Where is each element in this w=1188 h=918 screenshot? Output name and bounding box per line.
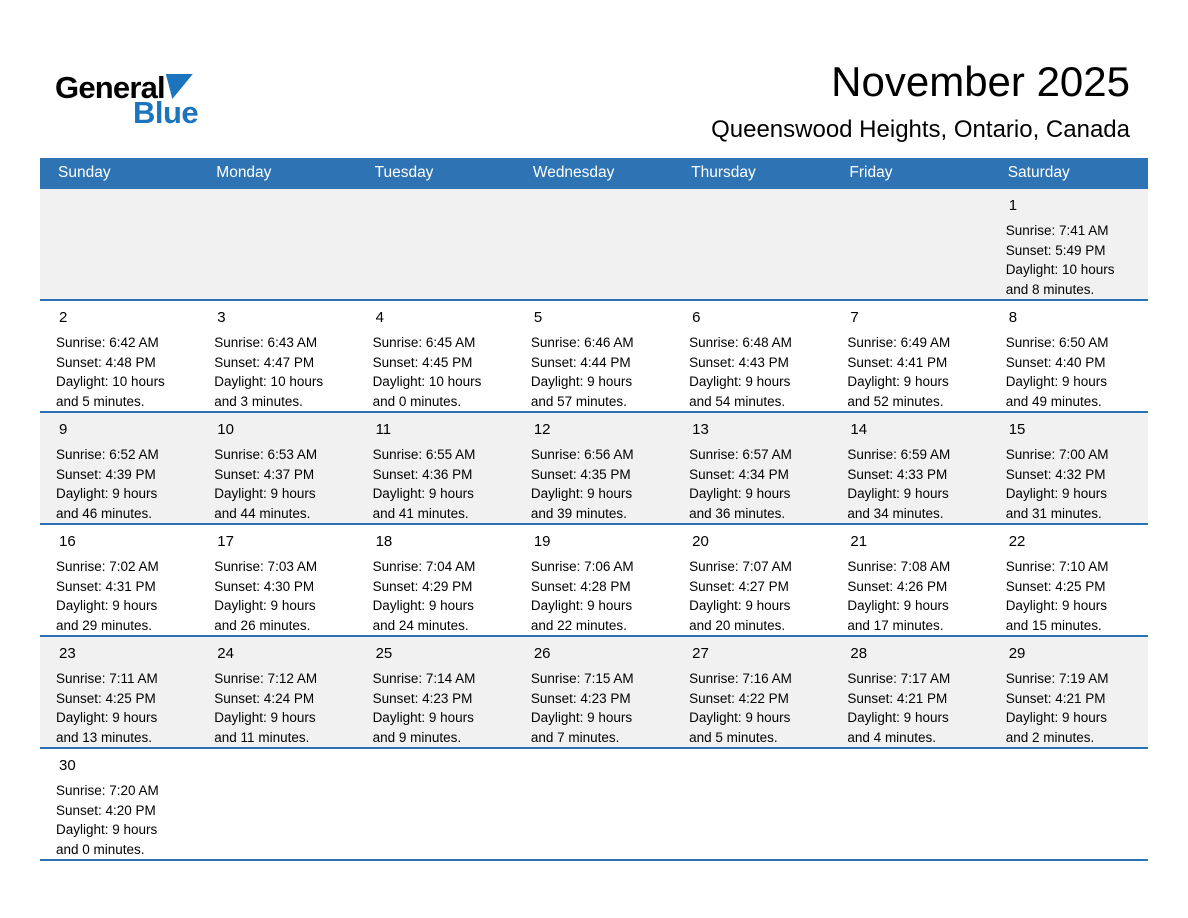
day-info-line: Sunrise: 7:06 AM: [530, 559, 634, 574]
day-number: 13: [692, 421, 709, 438]
empty-cell: [673, 748, 831, 860]
day-info-line: Sunset: 4:48 PM: [56, 354, 156, 370]
day-cell-15: [990, 412, 1148, 524]
day-info-line: Sunset: 4:40 PM: [1005, 354, 1106, 370]
day-info-line: Daylight: 9 hours: [847, 710, 949, 725]
day-info-line: Sunrise: 7:10 AM: [1005, 559, 1109, 574]
day-number: 29: [1008, 645, 1026, 662]
weekday-thursday: Thursday: [673, 158, 831, 189]
day-cell-17: [198, 524, 356, 636]
day-number: 21: [850, 533, 868, 550]
day-cell-27: [673, 636, 831, 748]
day-info-line: Sunset: 4:27 PM: [689, 578, 789, 594]
day-info-line: Daylight: 9 hours: [214, 598, 316, 613]
day-number: 7: [850, 309, 859, 326]
day-cell-26: [515, 636, 673, 748]
day-info-line: Daylight: 9 hours: [689, 374, 791, 389]
day-info-line: Daylight: 9 hours: [1005, 486, 1107, 501]
day-number: 24: [217, 645, 234, 662]
weekday-wednesday: Wednesday: [515, 158, 673, 189]
day-info-line: Sunset: 4:33 PM: [847, 466, 948, 482]
day-info-line: Sunset: 4:23 PM: [530, 690, 631, 706]
day-info-line: and 0 minutes.: [56, 841, 145, 857]
day-info-line: Sunrise: 7:41 AM: [1005, 223, 1109, 238]
day-info-line: and 4 minutes.: [847, 729, 936, 745]
weekday-saturday: Saturday: [990, 158, 1148, 189]
day-info-line: Sunrise: 7:17 AM: [847, 671, 951, 686]
day-cell-10: [198, 412, 356, 524]
day-cell-4: [357, 300, 515, 412]
day-number: 9: [59, 421, 68, 438]
day-info-line: Daylight: 9 hours: [56, 486, 158, 501]
day-number: 4: [375, 309, 384, 326]
day-info-line: Sunset: 4:36 PM: [372, 466, 473, 482]
day-info-line: Sunset: 4:47 PM: [214, 354, 315, 370]
day-info-line: Sunrise: 6:43 AM: [214, 335, 318, 350]
day-info-line: Daylight: 9 hours: [689, 486, 791, 501]
day-info-line: Sunset: 4:39 PM: [56, 466, 156, 482]
week-row-1: [40, 189, 1148, 300]
day-info-line: and 2 minutes.: [1005, 729, 1095, 745]
day-number: 10: [217, 421, 234, 438]
day-info-line: Sunrise: 7:04 AM: [372, 559, 476, 574]
day-info-line: Daylight: 9 hours: [847, 486, 949, 501]
day-info-line: Sunset: 4:45 PM: [372, 354, 473, 370]
day-info-line: Sunrise: 7:12 AM: [214, 671, 318, 686]
day-cell-13: [673, 412, 831, 524]
day-info-line: Daylight: 9 hours: [530, 374, 633, 389]
empty-cell: [831, 189, 989, 300]
day-info-line: Sunrise: 7:07 AM: [689, 559, 792, 574]
day-info-line: Sunset: 4:44 PM: [530, 354, 631, 370]
day-info-line: Sunset: 4:23 PM: [372, 690, 473, 706]
day-info-line: and 57 minutes.: [530, 393, 627, 409]
day-cell-1: [990, 189, 1148, 300]
day-cell-21: [831, 524, 989, 636]
empty-cell: [357, 189, 515, 300]
empty-cell: [515, 189, 673, 300]
day-info-line: Sunset: 4:21 PM: [1005, 690, 1106, 706]
day-info-line: Sunset: 4:32 PM: [1005, 466, 1106, 482]
day-cell-22: [990, 524, 1148, 636]
day-info-line: Sunrise: 7:19 AM: [1005, 671, 1109, 686]
day-info-line: and 44 minutes.: [214, 505, 311, 521]
weekday-monday: Monday: [198, 158, 356, 189]
day-info-line: Sunrise: 6:49 AM: [847, 335, 951, 350]
day-number: 6: [692, 309, 701, 326]
day-info-line: Sunrise: 6:56 AM: [530, 447, 634, 462]
day-info-line: and 36 minutes.: [689, 505, 786, 521]
day-number: 14: [850, 421, 868, 438]
day-info-line: and 15 minutes.: [1005, 617, 1102, 633]
day-info-line: and 29 minutes.: [56, 617, 153, 633]
day-cell-24: [198, 636, 356, 748]
day-info-line: and 22 minutes.: [530, 617, 627, 633]
day-info-line: Daylight: 9 hours: [56, 822, 158, 837]
weekday-sunday: Sunday: [40, 158, 198, 189]
day-info-line: and 11 minutes.: [214, 729, 310, 745]
day-info-line: Sunset: 4:37 PM: [214, 466, 315, 482]
day-number: 1: [1008, 197, 1018, 214]
day-number: 3: [217, 309, 226, 326]
weekday-friday: Friday: [831, 158, 989, 189]
day-info-line: Daylight: 9 hours: [530, 598, 633, 613]
day-number: 27: [692, 645, 709, 662]
day-number: 20: [692, 533, 709, 550]
day-cell-9: [40, 412, 198, 524]
day-number: 8: [1008, 309, 1018, 326]
day-info-line: Daylight: 9 hours: [214, 486, 316, 501]
day-info-line: Sunrise: 7:00 AM: [1005, 447, 1109, 462]
day-number: 5: [533, 309, 543, 326]
day-info-line: Sunset: 4:31 PM: [56, 578, 156, 594]
empty-cell: [831, 748, 989, 860]
day-info-line: Sunrise: 6:57 AM: [689, 447, 792, 462]
day-info-line: and 9 minutes.: [372, 729, 462, 745]
day-info-line: Sunset: 4:43 PM: [689, 354, 789, 370]
logo-text-blue: Blue: [133, 95, 199, 130]
day-info-line: Sunset: 4:41 PM: [847, 354, 948, 370]
empty-cell: [673, 189, 831, 300]
day-info-line: and 41 minutes.: [372, 505, 469, 521]
day-cell-12: [515, 412, 673, 524]
day-cell-8: [990, 300, 1148, 412]
day-info-line: and 39 minutes.: [530, 505, 627, 521]
day-info-line: Sunrise: 6:45 AM: [372, 335, 476, 350]
day-info-line: and 49 minutes.: [1005, 393, 1102, 409]
weekday-tuesday: Tuesday: [357, 158, 515, 189]
day-info-line: and 52 minutes.: [847, 393, 944, 409]
day-info-line: Sunset: 5:49 PM: [1005, 242, 1106, 258]
day-info-line: Daylight: 10 hours: [1005, 262, 1115, 277]
day-number: 30: [59, 757, 76, 774]
day-info-line: Daylight: 9 hours: [1005, 598, 1107, 613]
calendar-container: [40, 158, 1148, 861]
day-info-line: Daylight: 9 hours: [847, 598, 949, 613]
day-number: 28: [850, 645, 868, 662]
empty-cell: [198, 748, 356, 860]
day-info-line: Sunrise: 7:15 AM: [530, 671, 634, 686]
day-info-line: Sunrise: 6:52 AM: [56, 447, 159, 462]
day-info-line: and 26 minutes.: [214, 617, 311, 633]
day-info-line: Sunset: 4:26 PM: [847, 578, 948, 594]
day-number: 15: [1008, 421, 1026, 438]
day-cell-20: [673, 524, 831, 636]
general-blue-logo: [55, 72, 198, 128]
day-info-line: Sunset: 4:29 PM: [372, 578, 473, 594]
day-info-line: and 46 minutes.: [56, 505, 153, 521]
week-row-4: [40, 524, 1148, 636]
day-info-line: Sunrise: 6:55 AM: [372, 447, 476, 462]
day-info-line: Sunrise: 7:02 AM: [56, 559, 159, 574]
day-info-line: Sunset: 4:35 PM: [530, 466, 631, 482]
day-cell-30: [40, 748, 198, 860]
day-info-line: Daylight: 10 hours: [56, 374, 165, 389]
day-info-line: and 8 minutes.: [1005, 281, 1095, 297]
page-subtitle: Queenswood Heights, Ontario, Canada: [711, 116, 1130, 144]
day-info-line: and 54 minutes.: [689, 393, 786, 409]
day-number: 17: [217, 533, 234, 550]
day-number: 11: [375, 421, 392, 438]
day-number: 2: [59, 309, 68, 326]
day-info-line: Daylight: 9 hours: [530, 710, 633, 725]
day-cell-2: [40, 300, 198, 412]
day-info-line: Sunrise: 7:16 AM: [689, 671, 792, 686]
day-info-line: Daylight: 9 hours: [56, 598, 158, 613]
day-info-line: and 31 minutes.: [1005, 505, 1102, 521]
day-number: 26: [533, 645, 551, 662]
day-info-line: Sunrise: 7:03 AM: [214, 559, 318, 574]
day-number: 16: [59, 533, 76, 550]
day-info-line: and 3 minutes.: [214, 393, 303, 409]
day-info-line: Daylight: 9 hours: [689, 598, 791, 613]
day-info-line: and 24 minutes.: [372, 617, 469, 633]
day-info-line: Daylight: 9 hours: [372, 486, 474, 501]
day-number: 23: [59, 645, 76, 662]
day-cell-3: [198, 300, 356, 412]
day-cell-28: [831, 636, 989, 748]
day-cell-19: [515, 524, 673, 636]
empty-cell: [357, 748, 515, 860]
day-info-line: Sunset: 4:24 PM: [214, 690, 315, 706]
day-info-line: Daylight: 9 hours: [372, 710, 474, 725]
day-cell-14: [831, 412, 989, 524]
day-number: 22: [1008, 533, 1026, 550]
day-info-line: Sunrise: 7:20 AM: [56, 783, 159, 798]
day-cell-18: [357, 524, 515, 636]
day-info-line: Sunset: 4:30 PM: [214, 578, 315, 594]
day-cell-29: [990, 636, 1148, 748]
day-info-line: Daylight: 9 hours: [530, 486, 633, 501]
day-info-line: Sunrise: 6:46 AM: [530, 335, 634, 350]
day-info-line: Daylight: 9 hours: [214, 710, 316, 725]
header-titles: [711, 58, 1130, 144]
day-cell-11: [357, 412, 515, 524]
day-info-line: Sunrise: 6:53 AM: [214, 447, 318, 462]
day-info-line: Sunset: 4:25 PM: [1005, 578, 1106, 594]
day-info-line: and 17 minutes.: [847, 617, 944, 633]
day-info-line: and 5 minutes.: [56, 393, 145, 409]
empty-cell: [990, 748, 1148, 860]
day-cell-7: [831, 300, 989, 412]
day-info-line: Daylight: 9 hours: [689, 710, 791, 725]
weekday-header-row: [40, 158, 1148, 189]
day-info-line: Sunset: 4:25 PM: [56, 690, 156, 706]
day-info-line: Sunrise: 7:11 AM: [56, 671, 158, 686]
day-info-line: and 7 minutes.: [530, 729, 620, 745]
day-info-line: Sunset: 4:34 PM: [689, 466, 789, 482]
day-info-line: Sunset: 4:22 PM: [689, 690, 789, 706]
day-info-line: Sunset: 4:20 PM: [56, 802, 156, 818]
day-cell-6: [673, 300, 831, 412]
day-info-line: and 34 minutes.: [847, 505, 944, 521]
calendar-weekday-header: [40, 158, 1148, 189]
week-row-2: [40, 300, 1148, 412]
day-info-line: Sunset: 4:21 PM: [847, 690, 948, 706]
day-info-line: Sunrise: 6:48 AM: [689, 335, 792, 350]
logo-text-general: General: [55, 70, 165, 105]
day-info-line: Sunrise: 6:50 AM: [1005, 335, 1109, 350]
day-info-line: Daylight: 10 hours: [372, 374, 482, 389]
day-info-line: Sunset: 4:28 PM: [530, 578, 631, 594]
empty-cell: [40, 189, 198, 300]
day-info-line: Sunrise: 6:42 AM: [56, 335, 159, 350]
day-info-line: Daylight: 9 hours: [372, 598, 474, 613]
page-title: November 2025: [831, 58, 1130, 105]
day-cell-23: [40, 636, 198, 748]
day-info-line: and 5 minutes.: [689, 729, 778, 745]
day-number: 19: [533, 533, 551, 550]
day-cell-25: [357, 636, 515, 748]
day-number: 18: [375, 533, 393, 550]
day-info-line: Daylight: 9 hours: [56, 710, 158, 725]
week-row-5: [40, 636, 1148, 748]
day-info-line: Daylight: 9 hours: [847, 374, 949, 389]
empty-cell: [198, 189, 356, 300]
calendar-body: [40, 189, 1148, 860]
day-info-line: Daylight: 10 hours: [214, 374, 324, 389]
week-row-3: [40, 412, 1148, 524]
day-info-line: Daylight: 9 hours: [1005, 710, 1107, 725]
day-info-line: and 0 minutes.: [372, 393, 462, 409]
day-info-line: Sunrise: 7:14 AM: [372, 671, 476, 686]
day-info-line: Sunrise: 7:08 AM: [847, 559, 951, 574]
day-info-line: and 20 minutes.: [689, 617, 786, 633]
calendar-table: [40, 158, 1148, 861]
day-cell-16: [40, 524, 198, 636]
week-row-6: [40, 748, 1148, 860]
day-number: 25: [375, 645, 393, 662]
day-info-line: and 13 minutes.: [56, 729, 153, 745]
empty-cell: [515, 748, 673, 860]
day-info-line: Sunrise: 6:59 AM: [847, 447, 951, 462]
day-cell-5: [515, 300, 673, 412]
day-number: 12: [533, 421, 551, 438]
day-info-line: Daylight: 9 hours: [1005, 374, 1107, 389]
